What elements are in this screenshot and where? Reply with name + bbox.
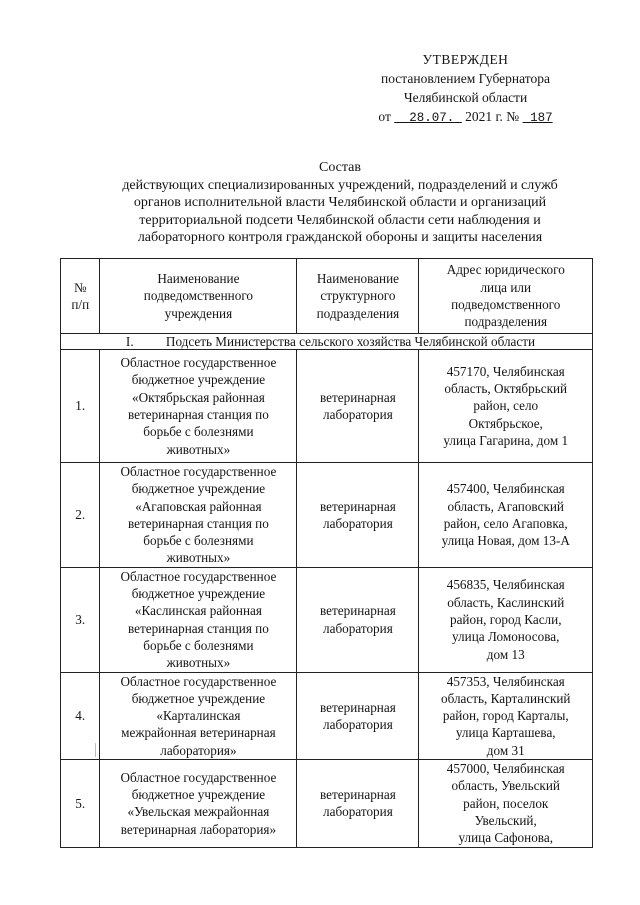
header-address: Адрес юридического лица или подведомственного подразделения [419, 259, 593, 334]
section-row [61, 334, 593, 350]
approval-line-2: Челябинской области [403, 90, 528, 105]
row-department: ветеринарная лаборатория [297, 567, 419, 672]
table-row [61, 463, 593, 568]
row-institution: Областное государственное бюджетное учреждение «Каслинская районная ветеринарная станция по борьбе с болезнями животных» [100, 567, 297, 672]
approval-heading: УТВЕРЖДЕН [422, 52, 509, 67]
row-num: 5. [61, 760, 100, 847]
table-body [61, 350, 593, 848]
row-department: ветеринарная лаборатория [297, 672, 419, 759]
table-row [61, 672, 593, 759]
table-row [61, 350, 593, 463]
row-address: 457000, Челябинская область, Увельский район, поселок Увельский, улица Сафонова, [419, 760, 593, 847]
section-cell [61, 334, 593, 350]
table-row [61, 760, 593, 847]
row-num: 1. [61, 350, 100, 463]
row-num: 4. [61, 672, 100, 759]
row-address: 457400, Челябинская область, Агаповский район, село Агаповка, улица Новая, дом 13-А [419, 463, 593, 568]
title-line-4: лабораторного контроля гражданской обороны и защиты населения [137, 230, 543, 245]
title-line-1: действующих специализированных учреждений, подразделений и служб [122, 177, 558, 193]
table-header-row [61, 259, 593, 334]
header-num: № п/п [61, 259, 100, 334]
scan-mark [95, 743, 96, 757]
approval-block [358, 50, 573, 128]
row-num: 2. [61, 463, 100, 568]
header-department: Наименование структурного подразделения [297, 259, 419, 334]
approval-from: от [378, 109, 391, 124]
row-num: 3. [61, 567, 100, 672]
row-address: 456835, Челябинская область, Каслинский район, город Касли, улица Ломоносова, дом 13 [419, 567, 593, 672]
approval-number: 187 [530, 111, 553, 125]
approval-line-1: постановлением Губернатора [381, 71, 550, 86]
approval-date-line [358, 107, 573, 128]
row-institution: Областное государственное бюджетное учреждение «Карталинская межрайонная ветеринарная лаборатория» [100, 672, 297, 759]
header-institution: Наименование подведомственного учреждения [100, 259, 297, 334]
row-institution: Областное государственное бюджетное учреждение «Увельская межрайонная ветеринарная лаборатория» [100, 760, 297, 847]
row-department: ветеринарная лаборатория [297, 463, 419, 568]
title-line-2: органов исполнительной власти Челябинской области и организаций [133, 195, 547, 210]
title-line-3: территориальной подсети Челябинской области сети наблюдения и [139, 212, 541, 228]
row-institution: Областное государственное бюджетное учреждение «Октябрьская районная ветеринарная станция по борьбе с болезнями животных» [100, 350, 297, 463]
row-department: ветеринарная лаборатория [297, 350, 419, 463]
section-number: I. [125, 334, 134, 349]
approval-date: 28.07. [409, 111, 455, 125]
row-address: 457353, Челябинская область, Карталинский район, город Карталы, улица Карташева, дом 31 [419, 672, 593, 759]
institutions-table [60, 258, 593, 848]
table-row [61, 567, 593, 672]
title-word: Состав [318, 160, 361, 175]
document-title [60, 159, 620, 247]
row-department: ветеринарная лаборатория [297, 760, 419, 847]
section-title: Подсеть Министерства сельского хозяйства Челябинской области [165, 334, 536, 349]
row-address: 457170, Челябинская область, Октябрьский район, село Октябрьское, улица Гагарина, дом 1 [419, 350, 593, 463]
approval-year: 2021 г. № [465, 109, 520, 124]
row-institution: Областное государственное бюджетное учреждение «Агаповская районная ветеринарная станция по борьбе с болезнями животных» [100, 463, 297, 568]
